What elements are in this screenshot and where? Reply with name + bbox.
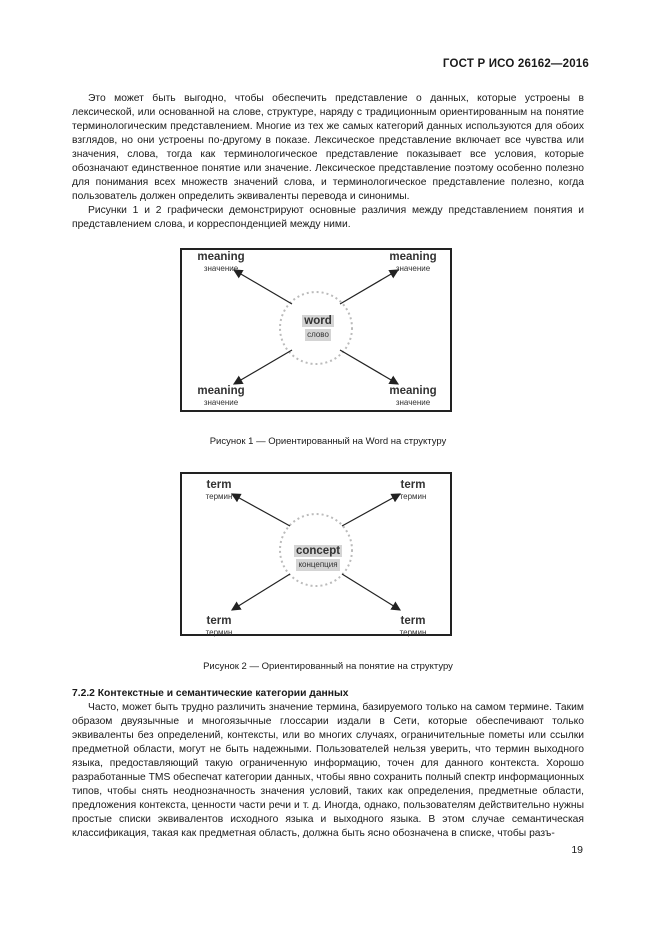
arrow-top-left	[234, 270, 292, 304]
arrow-top-right	[340, 270, 398, 304]
label-top-right	[378, 252, 448, 274]
document-header: ГОСТ Р ИСО 26162—2016	[442, 58, 589, 70]
paragraph-figures-intro	[72, 204, 584, 232]
label-sub: слово	[307, 330, 329, 339]
label-main: term	[400, 615, 426, 627]
arrow-bottom-left	[234, 350, 292, 384]
paragraph-text: Часто, может быть трудно различить значение термина, базируемого только на самом термине. Таким образом двуязычные и многоязычные глоссарии издали в Сети, которые обеспечивают только эквиваленты без определений, контексты, или во многих случаях, ограничительные пометы или ссылки предметной области, могут не быть надежными. Пользователей нельзя уверить, что термин выходного языка, предоставляющий такую ограниченную информацию, точен для данного контекста. Хорошо разработанные TMS обеспечат категории данных, чтобы явно сохранить полный спектр информационных типов, чтобы снять неоднозначность значения условий, таких как определения, предметные области, предложения контекста, ценности части речи и т. д. Иногда, однако, пользователям действительно нужны простые списки эквивалентов исходного языка и выходного языка. В этом случае семантическая классификация, такая как предметная область, должна быть ясно обозначена в списке, чтобы разъ-	[72, 702, 584, 839]
arrow-bottom-left	[232, 574, 290, 610]
label-sub: значение	[203, 398, 239, 407]
label-bottom-right	[378, 386, 448, 408]
arrow-bottom-right	[342, 574, 400, 610]
label-main: meaning	[389, 385, 437, 397]
label-center	[278, 544, 358, 571]
label-bottom-left	[184, 616, 254, 638]
label-sub: термин	[399, 492, 427, 501]
label-sub: термин	[399, 628, 427, 637]
label-bottom-left	[186, 386, 256, 408]
paragraph-text: Рисунки 1 и 2 графически демонстрируют основные различия между представлением понятия и представлением слова, и корреспонденцией между ними.	[72, 205, 584, 230]
arrow-bottom-right	[340, 350, 398, 384]
figure-caption: Рисунок 2 — Ориентированный на понятие на структуру	[203, 661, 453, 672]
label-top-left	[186, 252, 256, 274]
label-main: term	[206, 615, 232, 627]
figure-caption: Рисунок 1 — Ориентированный на Word на структуру	[209, 436, 447, 447]
figure-word-oriented-diagram	[180, 248, 452, 412]
label-sub: термин	[205, 492, 233, 501]
page-number: 19	[571, 844, 583, 856]
label-main: meaning	[197, 251, 245, 263]
label-main: term	[400, 479, 426, 491]
label-sub: термин	[205, 628, 233, 637]
label-main: concept	[295, 545, 341, 557]
paragraph-lexical-view	[72, 92, 584, 204]
figure-concept-oriented-diagram	[180, 472, 452, 636]
label-sub: концепция	[298, 560, 338, 569]
label-main: word	[304, 315, 332, 327]
label-sub: значение	[395, 264, 431, 273]
paragraph-text: Это может быть выгодно, чтобы обеспечить представление о данных, которые устроены в лексической, или основанной на слове, структуре, наряду с традиционным ориентированным на понятие терминологическим представлением. Многие из тех же самых категорий данных используются для обоих взглядов, но они устроены по-другому в показе. Лексическое представление включает все чувства или значения, слова, тогда как терминологическое представление показывает все условия, которые обозначают единственное понятие или значение. Лексическое представление поэтому особенно полезно для понимания всех множеств значений слова, и терминологическое представление полезно, когда пользователь должен определить эквиваленты перевода и синонимы.	[72, 93, 584, 202]
label-center	[278, 314, 358, 341]
label-top-right	[378, 480, 448, 502]
label-bottom-right	[378, 616, 448, 638]
label-main: meaning	[197, 385, 245, 397]
label-sub: значение	[203, 264, 239, 273]
section-heading: 7.2.2 Контекстные и семантические категории данных	[72, 688, 349, 699]
label-main: meaning	[389, 251, 437, 263]
paragraph-context-categories	[72, 701, 584, 841]
label-sub: значение	[395, 398, 431, 407]
label-main: term	[206, 479, 232, 491]
label-top-left	[184, 480, 254, 502]
